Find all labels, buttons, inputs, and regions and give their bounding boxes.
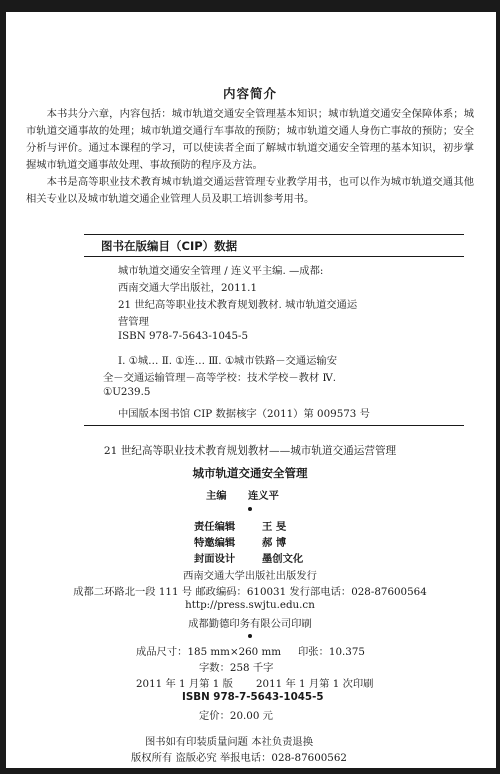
publisher-website: http://press.swjtu.edu.cn	[185, 599, 315, 611]
series-title: 21 世纪高等职业技术教育规划教材——城市轨道交通运营管理	[103, 445, 397, 457]
cip-record-number: 中国版本图书馆 CIP 数据核字（2011）第 009573 号	[118, 408, 370, 420]
scan-border-left	[0, 0, 6, 774]
cip-line-7: 全－交通运输管理－高等学校：技术学校－教材 Ⅳ.	[103, 372, 337, 384]
scan-border-right	[496, 0, 500, 774]
scan-border-bottom	[0, 768, 500, 774]
cover-design: 墨创文化	[262, 553, 304, 565]
printer: 成都勤德印务有限公司印刷	[188, 618, 312, 630]
summary-paragraph-2: 本书是高等职业技术教育城市轨道交通运营管理专业教学用书，也可以作为城市轨道交通其他相关专业以及城市轨道交通企业管理人员及职工培训参考用书。	[26, 176, 474, 205]
copyright-notice: 版权所有 盗版必究 举报电话：028-87600562	[131, 752, 347, 764]
cip-line-2: 西南交通大学出版社，2011.1	[118, 282, 257, 294]
quality-notice: 图书如有印装质量问题 本社负责退换	[145, 736, 314, 748]
word-count: 字数：258 千字	[199, 662, 274, 674]
cip-heading-divider	[84, 256, 464, 257]
cip-heading: 图书在版编目（CIP）数据	[101, 239, 238, 253]
printing: 2011 年 1 月第 1 次印刷	[256, 678, 374, 690]
cip-line-4: 营管理	[118, 316, 149, 328]
separator-dot	[248, 634, 252, 638]
special-editor: 郝 博	[262, 537, 287, 549]
print-sheets: 印张：10.375	[298, 646, 365, 658]
chief-editor-label: 主编	[206, 490, 227, 502]
cip-line-3: 21 世纪高等职业技术教育规划教材. 城市轨道交通运	[118, 299, 358, 311]
cip-line-1: 城市轨道交通安全管理 / 连义平主编. —成都:	[118, 265, 324, 277]
chief-editor: 连义平	[248, 490, 279, 502]
separator-dot	[248, 507, 252, 511]
cip-line-6: Ⅰ. ①城… Ⅱ. ①连… Ⅲ. ①城市铁路－交通运输安	[118, 355, 338, 367]
cover-design-label: 封面设计	[194, 553, 236, 565]
cip-line-8: ①U239.5	[103, 386, 151, 398]
publisher-address: 成都二环路北一段 111 号 邮政编码：610031 发行部电话：028-87600564	[73, 586, 427, 598]
summary-heading: 内容简介	[222, 86, 277, 101]
scan-border-top	[0, 0, 500, 12]
responsible-editor: 王 旻	[262, 521, 287, 533]
responsible-editor-label: 责任编辑	[194, 521, 236, 533]
summary-paragraph-1: 本书共分六章，内容包括：城市轨道交通安全管理基本知识；城市轨道交通安全保障体系；城市轨道交通事故的处理；城市轨道交通行车事故的预防；城市轨道交通人身伤亡事故的预防；安全分析与评价。通过本课程的学习，可以使读者全面了解城市轨道交通安全管理的基本知识，初步掌握城市轨道交通事故处理、事故预防的程序及方法。	[26, 108, 474, 171]
cip-isbn: ISBN 978-7-5643-1045-5	[118, 330, 249, 342]
book-size: 成品尺寸：185 mm×260 mm	[136, 646, 282, 658]
price: 定价：20.00 元	[199, 710, 273, 722]
publisher: 西南交通大学出版社出版发行	[183, 570, 317, 582]
special-editor-label: 特邀编辑	[194, 537, 236, 549]
isbn: ISBN 978-7-5643-1045-5	[182, 691, 324, 703]
edition: 2011 年 1 月第 1 版	[136, 678, 233, 690]
book-title: 城市轨道交通安全管理	[192, 466, 308, 480]
summary-text	[26, 106, 474, 208]
